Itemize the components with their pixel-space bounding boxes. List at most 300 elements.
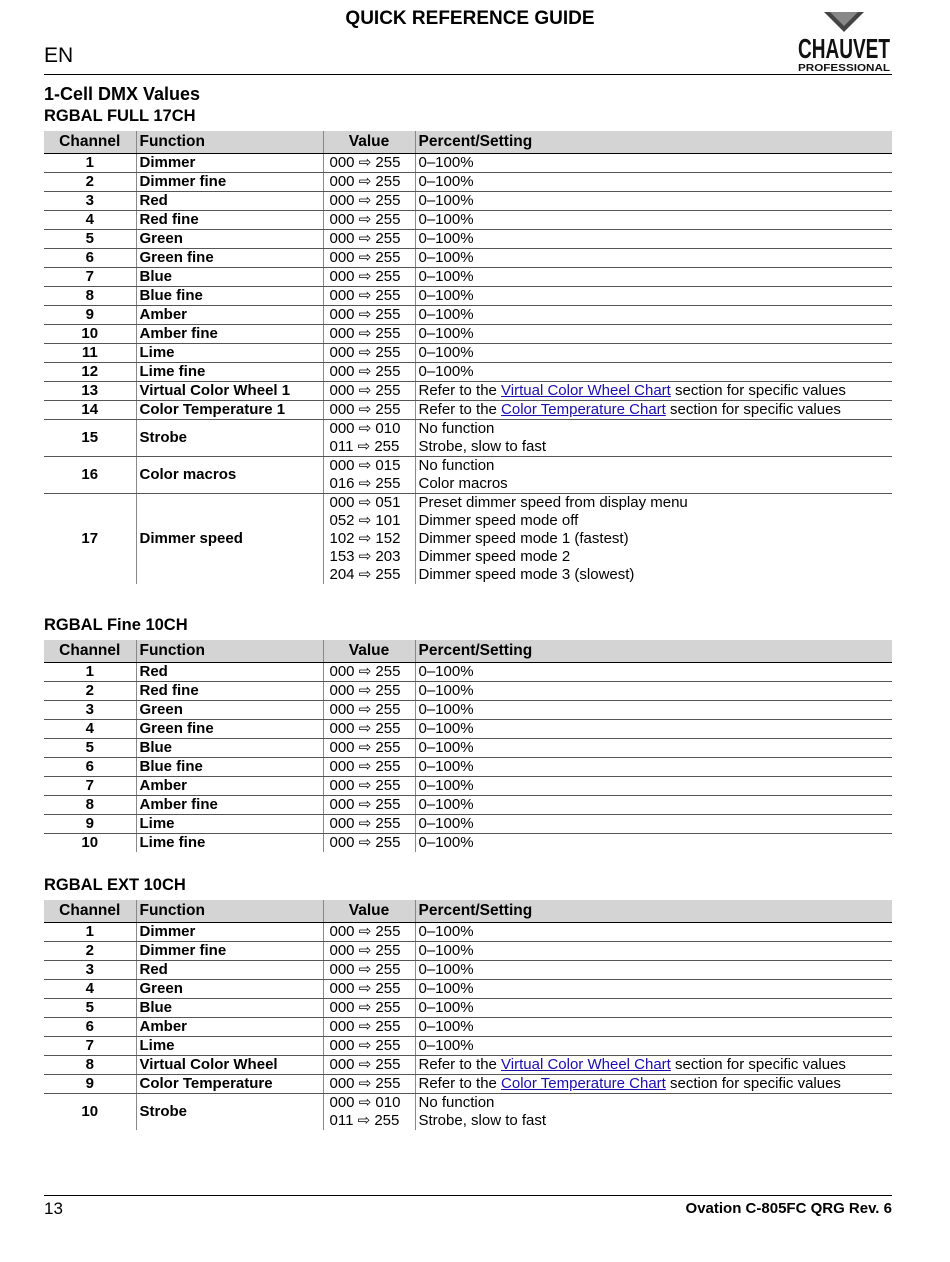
setting-text: Dimmer speed mode 1 (fastest) bbox=[418, 530, 629, 547]
setting-text: 0–100% bbox=[418, 154, 474, 171]
setting-line bbox=[419, 268, 890, 286]
channel-number: 15 bbox=[44, 420, 136, 457]
setting-text: 0–100% bbox=[418, 249, 474, 266]
channel-number: 8 bbox=[44, 287, 136, 306]
setting-line bbox=[419, 961, 890, 979]
setting-text: 0–100% bbox=[418, 306, 474, 323]
page-number: 13 bbox=[44, 1199, 63, 1218]
chart-link[interactable]: Virtual Color Wheel Chart bbox=[501, 1056, 671, 1073]
footer-divider bbox=[44, 1195, 892, 1196]
function-name: Lime fine bbox=[136, 834, 323, 853]
setting-text-after: section for specific values bbox=[665, 1075, 841, 1092]
setting-text: 0–100% bbox=[418, 363, 474, 380]
setting-line bbox=[419, 815, 890, 833]
value-range: 153 ⇨ 203 bbox=[329, 548, 401, 565]
table-row bbox=[44, 211, 892, 230]
setting-cell bbox=[415, 173, 892, 192]
chart-link[interactable]: Color Temperature Chart bbox=[501, 401, 666, 418]
value-range-cell bbox=[323, 834, 415, 853]
table-row bbox=[44, 173, 892, 192]
setting-text: Refer to the bbox=[418, 1056, 502, 1073]
setting-cell bbox=[415, 1075, 892, 1094]
document-id: Ovation C-805FC QRG Rev. 6 bbox=[685, 1200, 892, 1217]
setting-line bbox=[419, 663, 890, 681]
table-row bbox=[44, 249, 892, 268]
table-row bbox=[44, 287, 892, 306]
channel-number: 8 bbox=[44, 1056, 136, 1075]
table-row bbox=[44, 796, 892, 815]
table-row bbox=[44, 980, 892, 999]
setting-line bbox=[419, 382, 890, 400]
setting-text: 0–100% bbox=[418, 980, 474, 997]
setting-line bbox=[419, 1037, 890, 1055]
setting-line bbox=[419, 173, 890, 191]
value-header: Value bbox=[323, 131, 415, 154]
setting-text: 0–100% bbox=[418, 942, 474, 959]
function-name: Amber bbox=[136, 306, 323, 325]
setting-text: 0–100% bbox=[418, 1037, 474, 1054]
value-range-cell bbox=[323, 268, 415, 287]
setting-text: 0–100% bbox=[418, 268, 474, 285]
setting-cell bbox=[415, 249, 892, 268]
table-row bbox=[44, 1075, 892, 1094]
table-row bbox=[44, 999, 892, 1018]
setting-cell bbox=[415, 923, 892, 942]
function-name: Virtual Color Wheel bbox=[136, 1056, 323, 1075]
channel-number: 4 bbox=[44, 211, 136, 230]
channel-number: 14 bbox=[44, 401, 136, 420]
setting-cell bbox=[415, 682, 892, 701]
value-range: 000 ⇨ 255 bbox=[329, 154, 401, 171]
setting-line bbox=[419, 475, 890, 493]
setting-line bbox=[419, 457, 890, 475]
value-range: 000 ⇨ 255 bbox=[329, 758, 401, 775]
setting-text: 0–100% bbox=[418, 173, 474, 190]
setting-cell bbox=[415, 777, 892, 796]
value-range-cell bbox=[323, 682, 415, 701]
channel-number: 10 bbox=[44, 325, 136, 344]
setting-line bbox=[419, 154, 890, 172]
setting-cell bbox=[415, 363, 892, 382]
value-range: 000 ⇨ 255 bbox=[329, 701, 401, 718]
value-range-cell bbox=[323, 1037, 415, 1056]
channel-number: 9 bbox=[44, 1075, 136, 1094]
value-range: 000 ⇨ 255 bbox=[329, 777, 401, 794]
setting-line bbox=[419, 980, 890, 998]
table-row bbox=[44, 494, 892, 585]
table-row bbox=[44, 1094, 892, 1131]
value-range-cell bbox=[323, 663, 415, 682]
value-range-cell bbox=[323, 1094, 415, 1131]
function-name: Green fine bbox=[136, 249, 323, 268]
setting-line bbox=[419, 494, 890, 512]
function-name: Red bbox=[136, 961, 323, 980]
setting-text-after: section for specific values bbox=[670, 382, 846, 399]
setting-cell bbox=[415, 1056, 892, 1075]
table-row bbox=[44, 457, 892, 494]
setting-cell bbox=[415, 739, 892, 758]
channel-number: 16 bbox=[44, 457, 136, 494]
setting-line bbox=[419, 230, 890, 248]
setting-line bbox=[419, 438, 890, 456]
function-name: Green bbox=[136, 980, 323, 999]
table-row bbox=[44, 777, 892, 796]
table-row bbox=[44, 942, 892, 961]
setting-cell bbox=[415, 154, 892, 173]
setting-text: Refer to the bbox=[418, 401, 502, 418]
value-range: 000 ⇨ 255 bbox=[329, 211, 401, 228]
setting-cell bbox=[415, 457, 892, 494]
channel-number: 4 bbox=[44, 720, 136, 739]
logo-wordmark: CHAUVET bbox=[798, 33, 890, 64]
table-row bbox=[44, 363, 892, 382]
setting-cell bbox=[415, 382, 892, 401]
setting-text: 0–100% bbox=[418, 211, 474, 228]
value-range-cell bbox=[323, 942, 415, 961]
table-row bbox=[44, 961, 892, 980]
setting-text: Dimmer speed mode off bbox=[418, 512, 579, 529]
value-header: Value bbox=[323, 900, 415, 923]
setting-text: 0–100% bbox=[418, 325, 474, 342]
function-header: Function bbox=[136, 900, 323, 923]
value-range-cell bbox=[323, 173, 415, 192]
value-range-cell bbox=[323, 777, 415, 796]
channel-number: 3 bbox=[44, 961, 136, 980]
value-range-cell bbox=[323, 420, 415, 457]
channel-number: 7 bbox=[44, 268, 136, 287]
setting-cell bbox=[415, 1037, 892, 1056]
value-range-cell bbox=[323, 1075, 415, 1094]
table-title-full-17ch: RGBAL FULL 17CH bbox=[44, 107, 196, 125]
section-title: 1-Cell DMX Values bbox=[44, 84, 201, 104]
setting-line bbox=[419, 777, 890, 795]
setting-text: Dimmer speed mode 2 bbox=[418, 548, 571, 565]
value-range-cell bbox=[323, 494, 415, 585]
table-row bbox=[44, 344, 892, 363]
table-row bbox=[44, 682, 892, 701]
channel-number: 2 bbox=[44, 942, 136, 961]
value-range: 000 ⇨ 255 bbox=[329, 363, 401, 380]
setting-text-after: section for specific values bbox=[670, 1056, 846, 1073]
function-name: Color macros bbox=[136, 457, 323, 494]
value-range: 102 ⇨ 152 bbox=[329, 530, 401, 547]
setting-text: Strobe, slow to fast bbox=[418, 438, 547, 455]
setting-cell bbox=[415, 720, 892, 739]
value-range: 000 ⇨ 255 bbox=[329, 923, 401, 940]
function-name: Red fine bbox=[136, 682, 323, 701]
value-range-cell bbox=[323, 154, 415, 173]
channel-header: Channel bbox=[44, 640, 136, 663]
value-range: 000 ⇨ 255 bbox=[329, 720, 401, 737]
function-name: Dimmer fine bbox=[136, 173, 323, 192]
channel-number: 3 bbox=[44, 192, 136, 211]
value-range-cell bbox=[323, 457, 415, 494]
value-range-cell bbox=[323, 815, 415, 834]
setting-line bbox=[419, 758, 890, 776]
value-range-cell bbox=[323, 923, 415, 942]
table-row bbox=[44, 815, 892, 834]
setting-text: 0–100% bbox=[418, 192, 474, 209]
setting-text-after: section for specific values bbox=[665, 401, 841, 418]
setting-line bbox=[419, 942, 890, 960]
channel-number: 1 bbox=[44, 663, 136, 682]
setting-line bbox=[419, 923, 890, 941]
value-header: Value bbox=[323, 640, 415, 663]
value-range-cell bbox=[323, 1018, 415, 1037]
setting-text: 0–100% bbox=[418, 663, 474, 680]
setting-line bbox=[419, 249, 890, 267]
setting-line bbox=[419, 1018, 890, 1036]
table-row bbox=[44, 1037, 892, 1056]
dmx-table-ext-10ch bbox=[44, 900, 892, 1130]
value-range-cell bbox=[323, 720, 415, 739]
value-range: 000 ⇨ 255 bbox=[329, 980, 401, 997]
table-row bbox=[44, 739, 892, 758]
value-range: 000 ⇨ 255 bbox=[329, 682, 401, 699]
function-name: Lime bbox=[136, 1037, 323, 1056]
setting-text: 0–100% bbox=[418, 758, 474, 775]
channel-number: 2 bbox=[44, 682, 136, 701]
function-name: Blue fine bbox=[136, 758, 323, 777]
value-range: 000 ⇨ 255 bbox=[329, 815, 401, 832]
setting-cell bbox=[415, 701, 892, 720]
table-row bbox=[44, 1018, 892, 1037]
function-name: Strobe bbox=[136, 1094, 323, 1131]
value-range: 000 ⇨ 255 bbox=[329, 173, 401, 190]
value-range-cell bbox=[323, 325, 415, 344]
setting-cell bbox=[415, 961, 892, 980]
function-name: Blue fine bbox=[136, 287, 323, 306]
function-name: Amber bbox=[136, 1018, 323, 1037]
setting-cell bbox=[415, 287, 892, 306]
value-range: 000 ⇨ 255 bbox=[329, 834, 401, 851]
setting-line bbox=[419, 1094, 890, 1112]
setting-text: 0–100% bbox=[418, 834, 474, 851]
setting-cell bbox=[415, 758, 892, 777]
channel-number: 6 bbox=[44, 249, 136, 268]
setting-cell bbox=[415, 999, 892, 1018]
value-range: 000 ⇨ 255 bbox=[329, 1018, 401, 1035]
table-header-row bbox=[44, 640, 892, 663]
function-header: Function bbox=[136, 131, 323, 154]
value-range: 000 ⇨ 255 bbox=[329, 942, 401, 959]
value-range-cell bbox=[323, 192, 415, 211]
setting-text: 0–100% bbox=[418, 682, 474, 699]
function-name: Color Temperature bbox=[136, 1075, 323, 1094]
setting-line bbox=[419, 739, 890, 757]
channel-number: 11 bbox=[44, 344, 136, 363]
channel-number: 13 bbox=[44, 382, 136, 401]
setting-text: No function bbox=[418, 457, 495, 474]
value-range: 000 ⇨ 255 bbox=[329, 796, 401, 813]
setting-text: 0–100% bbox=[418, 1018, 474, 1035]
setting-text: 0–100% bbox=[418, 230, 474, 247]
table-row bbox=[44, 923, 892, 942]
value-range: 000 ⇨ 255 bbox=[329, 249, 401, 266]
header-divider bbox=[44, 74, 892, 75]
value-range-cell bbox=[323, 758, 415, 777]
value-range-cell bbox=[323, 961, 415, 980]
setting-line bbox=[419, 325, 890, 343]
setting-line bbox=[419, 287, 890, 305]
setting-text: 0–100% bbox=[418, 999, 474, 1016]
value-range-cell bbox=[323, 344, 415, 363]
setting-line bbox=[419, 211, 890, 229]
value-range: 000 ⇨ 255 bbox=[329, 306, 401, 323]
setting-line bbox=[419, 363, 890, 381]
channel-number: 4 bbox=[44, 980, 136, 999]
chart-link[interactable]: Color Temperature Chart bbox=[501, 1075, 666, 1092]
value-range-cell bbox=[323, 401, 415, 420]
setting-text: 0–100% bbox=[418, 777, 474, 794]
setting-line bbox=[419, 401, 890, 419]
channel-number: 10 bbox=[44, 1094, 136, 1131]
value-range: 000 ⇨ 255 bbox=[329, 344, 401, 361]
setting-line bbox=[419, 682, 890, 700]
table-row bbox=[44, 420, 892, 457]
function-name: Green bbox=[136, 230, 323, 249]
function-name: Lime bbox=[136, 815, 323, 834]
channel-number: 9 bbox=[44, 815, 136, 834]
table-header-row bbox=[44, 900, 892, 923]
setting-line bbox=[419, 1056, 890, 1074]
setting-line bbox=[419, 306, 890, 324]
function-name: Lime fine bbox=[136, 363, 323, 382]
value-range: 000 ⇨ 051 bbox=[329, 494, 401, 511]
table-row bbox=[44, 382, 892, 401]
function-name: Virtual Color Wheel 1 bbox=[136, 382, 323, 401]
value-range-cell bbox=[323, 211, 415, 230]
value-range-cell bbox=[323, 796, 415, 815]
value-range: 052 ⇨ 101 bbox=[329, 512, 401, 529]
setting-cell bbox=[415, 942, 892, 961]
setting-text: Dimmer speed mode 3 (slowest) bbox=[418, 566, 635, 583]
channel-number: 2 bbox=[44, 173, 136, 192]
value-range: 000 ⇨ 255 bbox=[329, 1037, 401, 1054]
value-range: 000 ⇨ 015 bbox=[329, 457, 401, 474]
setting-text: 0–100% bbox=[418, 796, 474, 813]
setting-line bbox=[419, 420, 890, 438]
channel-number: 9 bbox=[44, 306, 136, 325]
setting-cell bbox=[415, 192, 892, 211]
value-range: 000 ⇨ 255 bbox=[329, 325, 401, 342]
setting-text: 0–100% bbox=[418, 923, 474, 940]
table-row bbox=[44, 758, 892, 777]
value-range: 000 ⇨ 255 bbox=[329, 192, 401, 209]
chauvet-logo bbox=[796, 10, 892, 74]
setting-text: No function bbox=[418, 1094, 495, 1111]
chart-link[interactable]: Virtual Color Wheel Chart bbox=[501, 382, 671, 399]
setting-cell bbox=[415, 401, 892, 420]
table-row bbox=[44, 663, 892, 682]
channel-number: 7 bbox=[44, 1037, 136, 1056]
setting-cell bbox=[415, 420, 892, 457]
setting-text: Color macros bbox=[418, 475, 508, 492]
table-title-ext-10ch: RGBAL EXT 10CH bbox=[44, 876, 186, 894]
channel-number: 3 bbox=[44, 701, 136, 720]
setting-header: Percent/Setting bbox=[415, 131, 892, 154]
value-range: 000 ⇨ 255 bbox=[329, 230, 401, 247]
value-range-cell bbox=[323, 1056, 415, 1075]
table-row bbox=[44, 701, 892, 720]
setting-text: Refer to the bbox=[418, 382, 502, 399]
setting-cell bbox=[415, 306, 892, 325]
setting-text: Strobe, slow to fast bbox=[418, 1112, 547, 1129]
setting-line bbox=[419, 344, 890, 362]
channel-number: 10 bbox=[44, 834, 136, 853]
function-name: Color Temperature 1 bbox=[136, 401, 323, 420]
function-name: Dimmer speed bbox=[136, 494, 323, 585]
function-name: Dimmer fine bbox=[136, 942, 323, 961]
function-name: Blue bbox=[136, 268, 323, 287]
table-row bbox=[44, 325, 892, 344]
value-range: 016 ⇨ 255 bbox=[329, 475, 401, 492]
table-row bbox=[44, 154, 892, 173]
value-range: 011 ⇨ 255 bbox=[329, 438, 400, 455]
channel-number: 6 bbox=[44, 758, 136, 777]
value-range-cell bbox=[323, 701, 415, 720]
setting-line bbox=[419, 796, 890, 814]
setting-text: Preset dimmer speed from display menu bbox=[418, 494, 688, 511]
setting-cell bbox=[415, 268, 892, 287]
channel-number: 7 bbox=[44, 777, 136, 796]
setting-line bbox=[419, 192, 890, 210]
table-row bbox=[44, 401, 892, 420]
channel-header: Channel bbox=[44, 900, 136, 923]
function-name: Blue bbox=[136, 999, 323, 1018]
setting-text: 0–100% bbox=[418, 720, 474, 737]
function-name: Amber fine bbox=[136, 325, 323, 344]
setting-line bbox=[419, 999, 890, 1017]
value-range: 000 ⇨ 255 bbox=[329, 1056, 401, 1073]
setting-line bbox=[419, 530, 890, 548]
function-name: Red bbox=[136, 663, 323, 682]
value-range: 000 ⇨ 010 bbox=[329, 420, 401, 437]
value-range-cell bbox=[323, 287, 415, 306]
value-range: 000 ⇨ 010 bbox=[329, 1094, 401, 1111]
setting-line bbox=[419, 720, 890, 738]
function-name: Green bbox=[136, 701, 323, 720]
channel-header: Channel bbox=[44, 131, 136, 154]
setting-header: Percent/Setting bbox=[415, 640, 892, 663]
function-name: Red fine bbox=[136, 211, 323, 230]
value-range-cell bbox=[323, 980, 415, 999]
setting-cell bbox=[415, 980, 892, 999]
setting-header: Percent/Setting bbox=[415, 900, 892, 923]
channel-number: 5 bbox=[44, 999, 136, 1018]
function-name: Blue bbox=[136, 739, 323, 758]
setting-cell bbox=[415, 325, 892, 344]
setting-cell bbox=[415, 211, 892, 230]
table-row bbox=[44, 306, 892, 325]
setting-text: 0–100% bbox=[418, 961, 474, 978]
function-name: Dimmer bbox=[136, 923, 323, 942]
value-range-cell bbox=[323, 363, 415, 382]
channel-number: 12 bbox=[44, 363, 136, 382]
function-name: Amber fine bbox=[136, 796, 323, 815]
channel-number: 6 bbox=[44, 1018, 136, 1037]
table-row bbox=[44, 720, 892, 739]
setting-text: 0–100% bbox=[418, 701, 474, 718]
channel-number: 5 bbox=[44, 739, 136, 758]
table-row bbox=[44, 268, 892, 287]
table-row bbox=[44, 230, 892, 249]
value-range-cell bbox=[323, 999, 415, 1018]
value-range: 011 ⇨ 255 bbox=[329, 1112, 400, 1129]
setting-line bbox=[419, 834, 890, 852]
value-range: 000 ⇨ 255 bbox=[329, 401, 401, 418]
table-row bbox=[44, 192, 892, 211]
